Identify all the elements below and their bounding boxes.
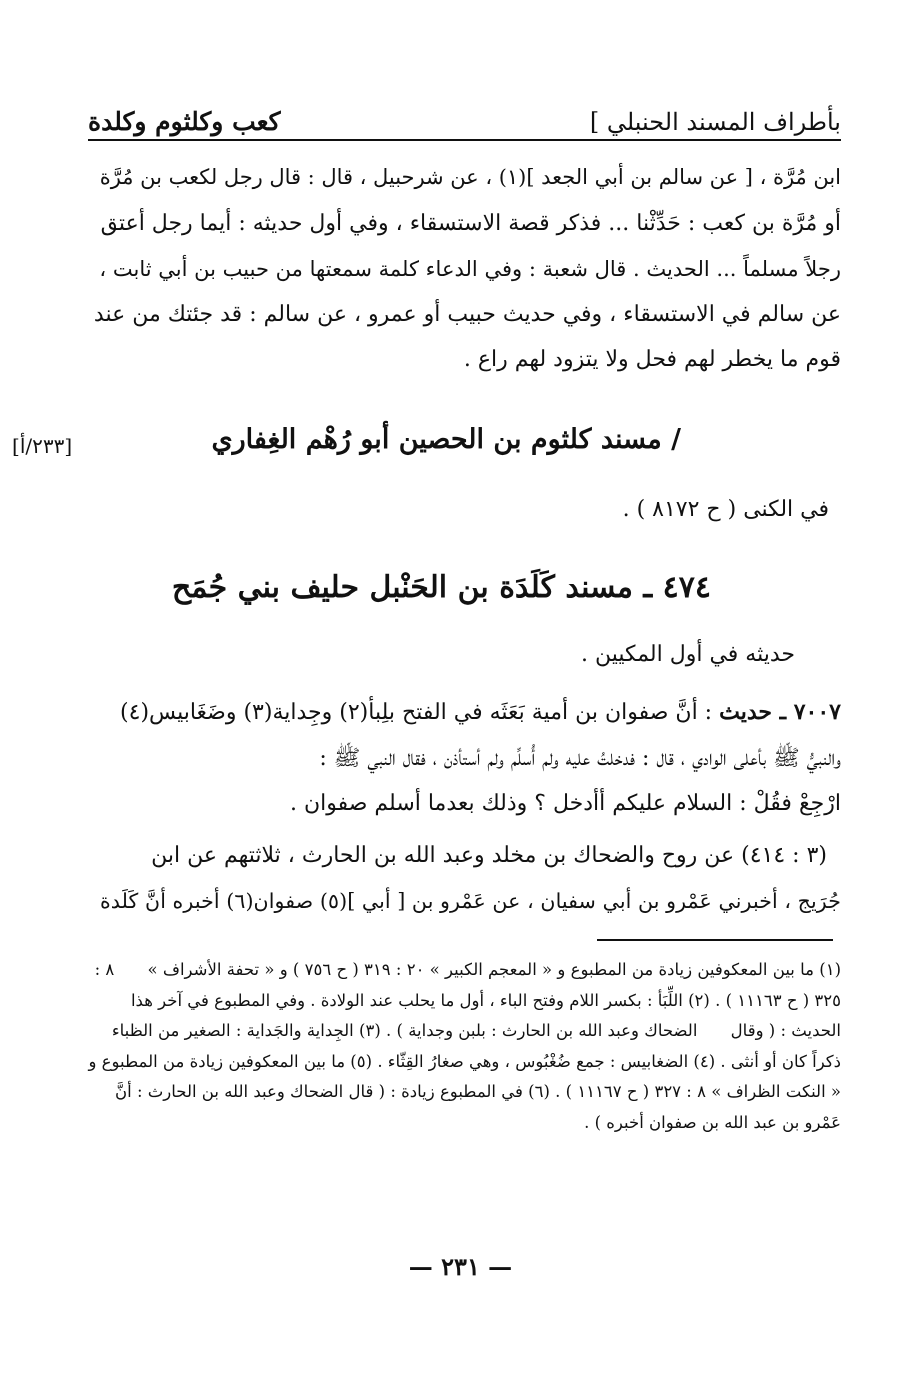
- text-line: ابن مُرَّة ، [ عن سالم بن أبي الجعد ](١) ، عن شرحبيل ، قال : قال رجل لكعب بن مُرَّة: [99, 165, 841, 189]
- section-heading-kulthum: / مسند كلثوم بن الحصين أبو رُهْم الغِفاري: [211, 424, 681, 455]
- hadith-7007: [88, 690, 841, 827]
- footnote-rule: [597, 939, 833, 941]
- kalada-note: [88, 632, 795, 678]
- footnote-line: (٣) الجِداية والجَداية : الصغير من الظباء ذكراً كان أو أنثى .: [111, 1021, 841, 1071]
- footnote-line: الضحاك وعبد الله بن الحارث : بلبن وجداية ) .: [386, 1021, 698, 1040]
- text-line: في الكنى ( ح ٨١٧٢ ) .: [622, 497, 829, 522]
- margin-folio-ref: [٢٣٣/أ]: [12, 434, 73, 458]
- text-line: أو مُرَّة بن كعب : حَدِّثْنا ... فذكر قصة الاستسقاء ، وفي أول حديثه : أيما رجل أعتق: [100, 210, 841, 236]
- hadith-number: ٧٠٠٧ ـ حديث: [719, 699, 841, 725]
- footnote-line: (٢) اللِّبَأ : بكسر اللام وفتح الباء ، أول ما يحلب عند الولادة . وفي المطبوع في آخر هذا الحديث : ( وقال: [130, 990, 841, 1040]
- text-line: (٣ : ٤١٤) عن روح والضحاك بن مخلد وعبد الله بن الحارث ، ثلاثتهم عن ابن: [151, 843, 827, 868]
- footnotes: [88, 955, 841, 1138]
- header-rule: [88, 139, 841, 141]
- footnote-line: (١) ما بين المعكوفين زيادة من المطبوع و « المعجم الكبير » ٢٠ : ٣١٩ ( ح ٧٥٦ ) و « تحفة الأشراف »: [147, 960, 841, 979]
- text-line: والنبيُّ ﷺ بأعلى الوادي ، قال : فدخلتُ عليه ولم أُسلِّم ولم أستأذن ، فقال النبي ﷺ :: [319, 745, 841, 771]
- text-line: قوم ما يخطر لهم فحل ولا يتزود لهم راع .: [463, 347, 841, 372]
- text-line: [88, 690, 841, 736]
- text-line: عن سالم في الاستسقاء ، وفي حديث حبيب أو عمرو ، عن سالم : قد جئتك من عند: [93, 301, 841, 327]
- footnote-line: (٤) الضغابيس : جمع ضُغْبُوس ، وهي صغارُ القِثّاء .: [377, 1051, 716, 1071]
- footnote-line: (٦) في المطبوع زيادة : ( قال الضحاك وعبد الله بن الحارث : أنَّ عَمْرو بن عبد الله بن صفوان أخبره ) .: [115, 1082, 841, 1132]
- header-section-title: كعب وكلثوم وكلدة: [88, 107, 281, 136]
- isnad-paragraph: [88, 833, 841, 924]
- section-heading-kalada: ٤٧٤ ـ مسند كَلَدَة بن الحَنْبل حليف بني جُمَح: [171, 570, 711, 605]
- text-line: جُرَيج ، أخبرني عَمْرو بن أبي سفيان ، عن عَمْرو بن [ أبي ](٥) صفوان(٦) أخبره أنَّ كَلَدة: [99, 888, 841, 913]
- paragraph-kab: [88, 155, 841, 383]
- text-line: ارْجِعْ فقُلْ : السلام عليكم أأدخل ؟ وذلك بعدما أسلم صفوان .: [289, 791, 841, 816]
- kunya-note: [88, 487, 829, 533]
- footnote-line: ٨ : ٣٢٥ ( ح ١١١٦٣ ) .: [94, 960, 841, 1010]
- page-number: — ٢٣١ —: [408, 1252, 513, 1281]
- footnote-line: (٥) ما بين المعكوفين زيادة من المطبوع و « النكت الظراف » ٨ : ٣٢٧ ( ح ١١١٦٧ ) .: [88, 1051, 841, 1101]
- text-line: رجلاً مسلماً ... الحديث . قال شعبة : وفي الدعاء كلمة سمعتها من حبيب بن أبي ثابت ،: [99, 256, 841, 281]
- hadith-text: : أنَّ صفوان بن أمية بَعَثَه في الفتح بلِبأ(٢) وجِداية(٣) وضَغَابيس(٤): [120, 700, 713, 725]
- text-line: حديثه في أول المكيين .: [581, 642, 795, 667]
- running-header: [88, 96, 841, 136]
- header-book-title: بأطراف المسند الحنبلي ]: [589, 108, 841, 136]
